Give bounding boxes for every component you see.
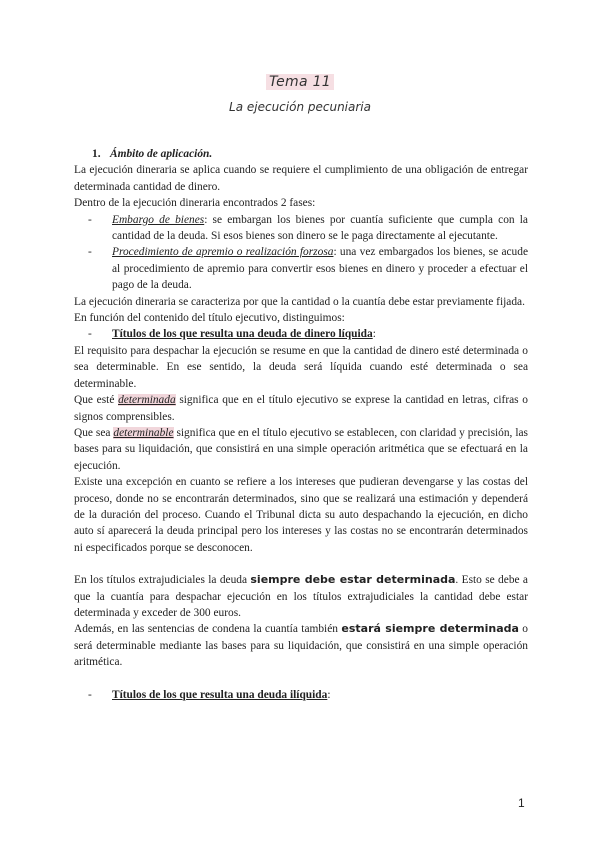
text-run: significa que en el título ejecutivo se exprese la cantidad en letras, cifras o signos comprensibles.: [74, 394, 528, 423]
title-block: [0, 73, 600, 91]
text-run: Que esté: [74, 394, 119, 407]
paragraph: [74, 572, 528, 621]
paragraph: Existe una excepción en cuanto se refiere a los intereses que pudieran devengarse y las costas del proceso, donde no se encontrarán determinados, sino que se realizará una estimación y dependerá de la duración del proceso. Cuando el Tribunal dicta su auto despachando la ejecución, en dicho auto sí aparecerá la deuda principal pero los intereses y las costas no se encontrarán determinados ni especificados porque se desconocen.: [74, 476, 528, 554]
spacer: [74, 556, 528, 572]
dash-bullet: -: [88, 246, 92, 259]
subheading-bullet: [74, 326, 528, 342]
document-body: [74, 146, 528, 703]
paragraph: [74, 621, 528, 670]
text-run: Que sea: [74, 426, 114, 439]
list-text: : se embargan los bienes por cuantía suficiente que cumpla con la cantidad de la deuda. Si esos bienes son dinero se le paga directamente al ejecutante.: [112, 213, 528, 243]
spacer: [74, 671, 528, 687]
paragraph: La ejecución dineraria se caracteriza por que la cantidad o la cuantía debe estar previamente fijada.: [74, 295, 525, 308]
dash-bullet: -: [88, 213, 92, 226]
subheading-bullet: [74, 687, 528, 703]
text-run: . Esto se debe a que la cuantía para despachar ejecución en los títulos extrajudiciales la cantidad debe estar determinada y exceder de 300 euros.: [74, 574, 528, 619]
list-text: : una vez embargados los bienes, se acude al procedimiento de apremio para convertir esos bienes en dinero y proceder a efectuar el pago de la deuda.: [112, 246, 528, 292]
section-heading: [92, 146, 528, 162]
dash-bullet: -: [88, 688, 92, 701]
paragraph: [74, 392, 528, 425]
paragraph: En función del contenido del título ejecutivo, distinguimos:: [74, 312, 345, 325]
dash-bullet: -: [88, 328, 92, 341]
list-item: [74, 212, 528, 245]
list-item: [74, 244, 528, 293]
highlighted-term: determinable: [113, 426, 174, 439]
section-number: 1.: [92, 148, 101, 160]
subheading-term: Títulos de los que resulta una deuda ilíquida: [112, 688, 328, 701]
text-run: significa que en el título ejecutivo se establecen, con claridad y precisión, las bases para su liquidación, que consistirá en una simple operación aritmética que se efectuará en la ejecución.: [74, 426, 528, 472]
page-subtitle: La ejecución pecuniaria: [229, 100, 371, 114]
subheading-suffix: :: [327, 688, 331, 701]
section-title: Ámbito de aplicación.: [110, 148, 213, 160]
page-title: Tema 11: [266, 74, 334, 90]
text-run: o será determinable mediante las bases para su liquidación, que consistirá en una simple operación aritmética.: [74, 623, 529, 669]
page-number: 1: [518, 796, 525, 810]
subheading-suffix: :: [372, 328, 376, 341]
text-run: En los títulos extrajudiciales la deuda: [74, 574, 251, 587]
bold-phrase: estará siempre determinada: [341, 622, 519, 636]
list-term: Procedimiento de apremio o realización forzosa: [112, 246, 334, 259]
paragraph: Dentro de la ejecución dineraria encontrados 2 fases:: [74, 197, 316, 210]
paragraph: [74, 425, 528, 474]
paragraph: La ejecución dineraria se aplica cuando se requiere el cumplimiento de una obligación de entregar determinada cantidad de dinero.: [74, 164, 528, 193]
bold-phrase: siempre debe estar determinada: [250, 573, 456, 587]
highlighted-term: determinada: [118, 394, 176, 407]
subheading-term: Títulos de los que resulta una deuda de dinero líquida: [112, 328, 373, 341]
list-term: Embargo de bienes: [112, 213, 205, 226]
text-run: Además, en las sentencias de condena la cuantía también: [74, 623, 342, 636]
paragraph: El requisito para despachar la ejecución se resume en que la cantidad de dinero esté determinada o sea determinable. En ese sentido, la deuda será líquida cuando esté determinada o sea determinable.: [74, 344, 528, 390]
